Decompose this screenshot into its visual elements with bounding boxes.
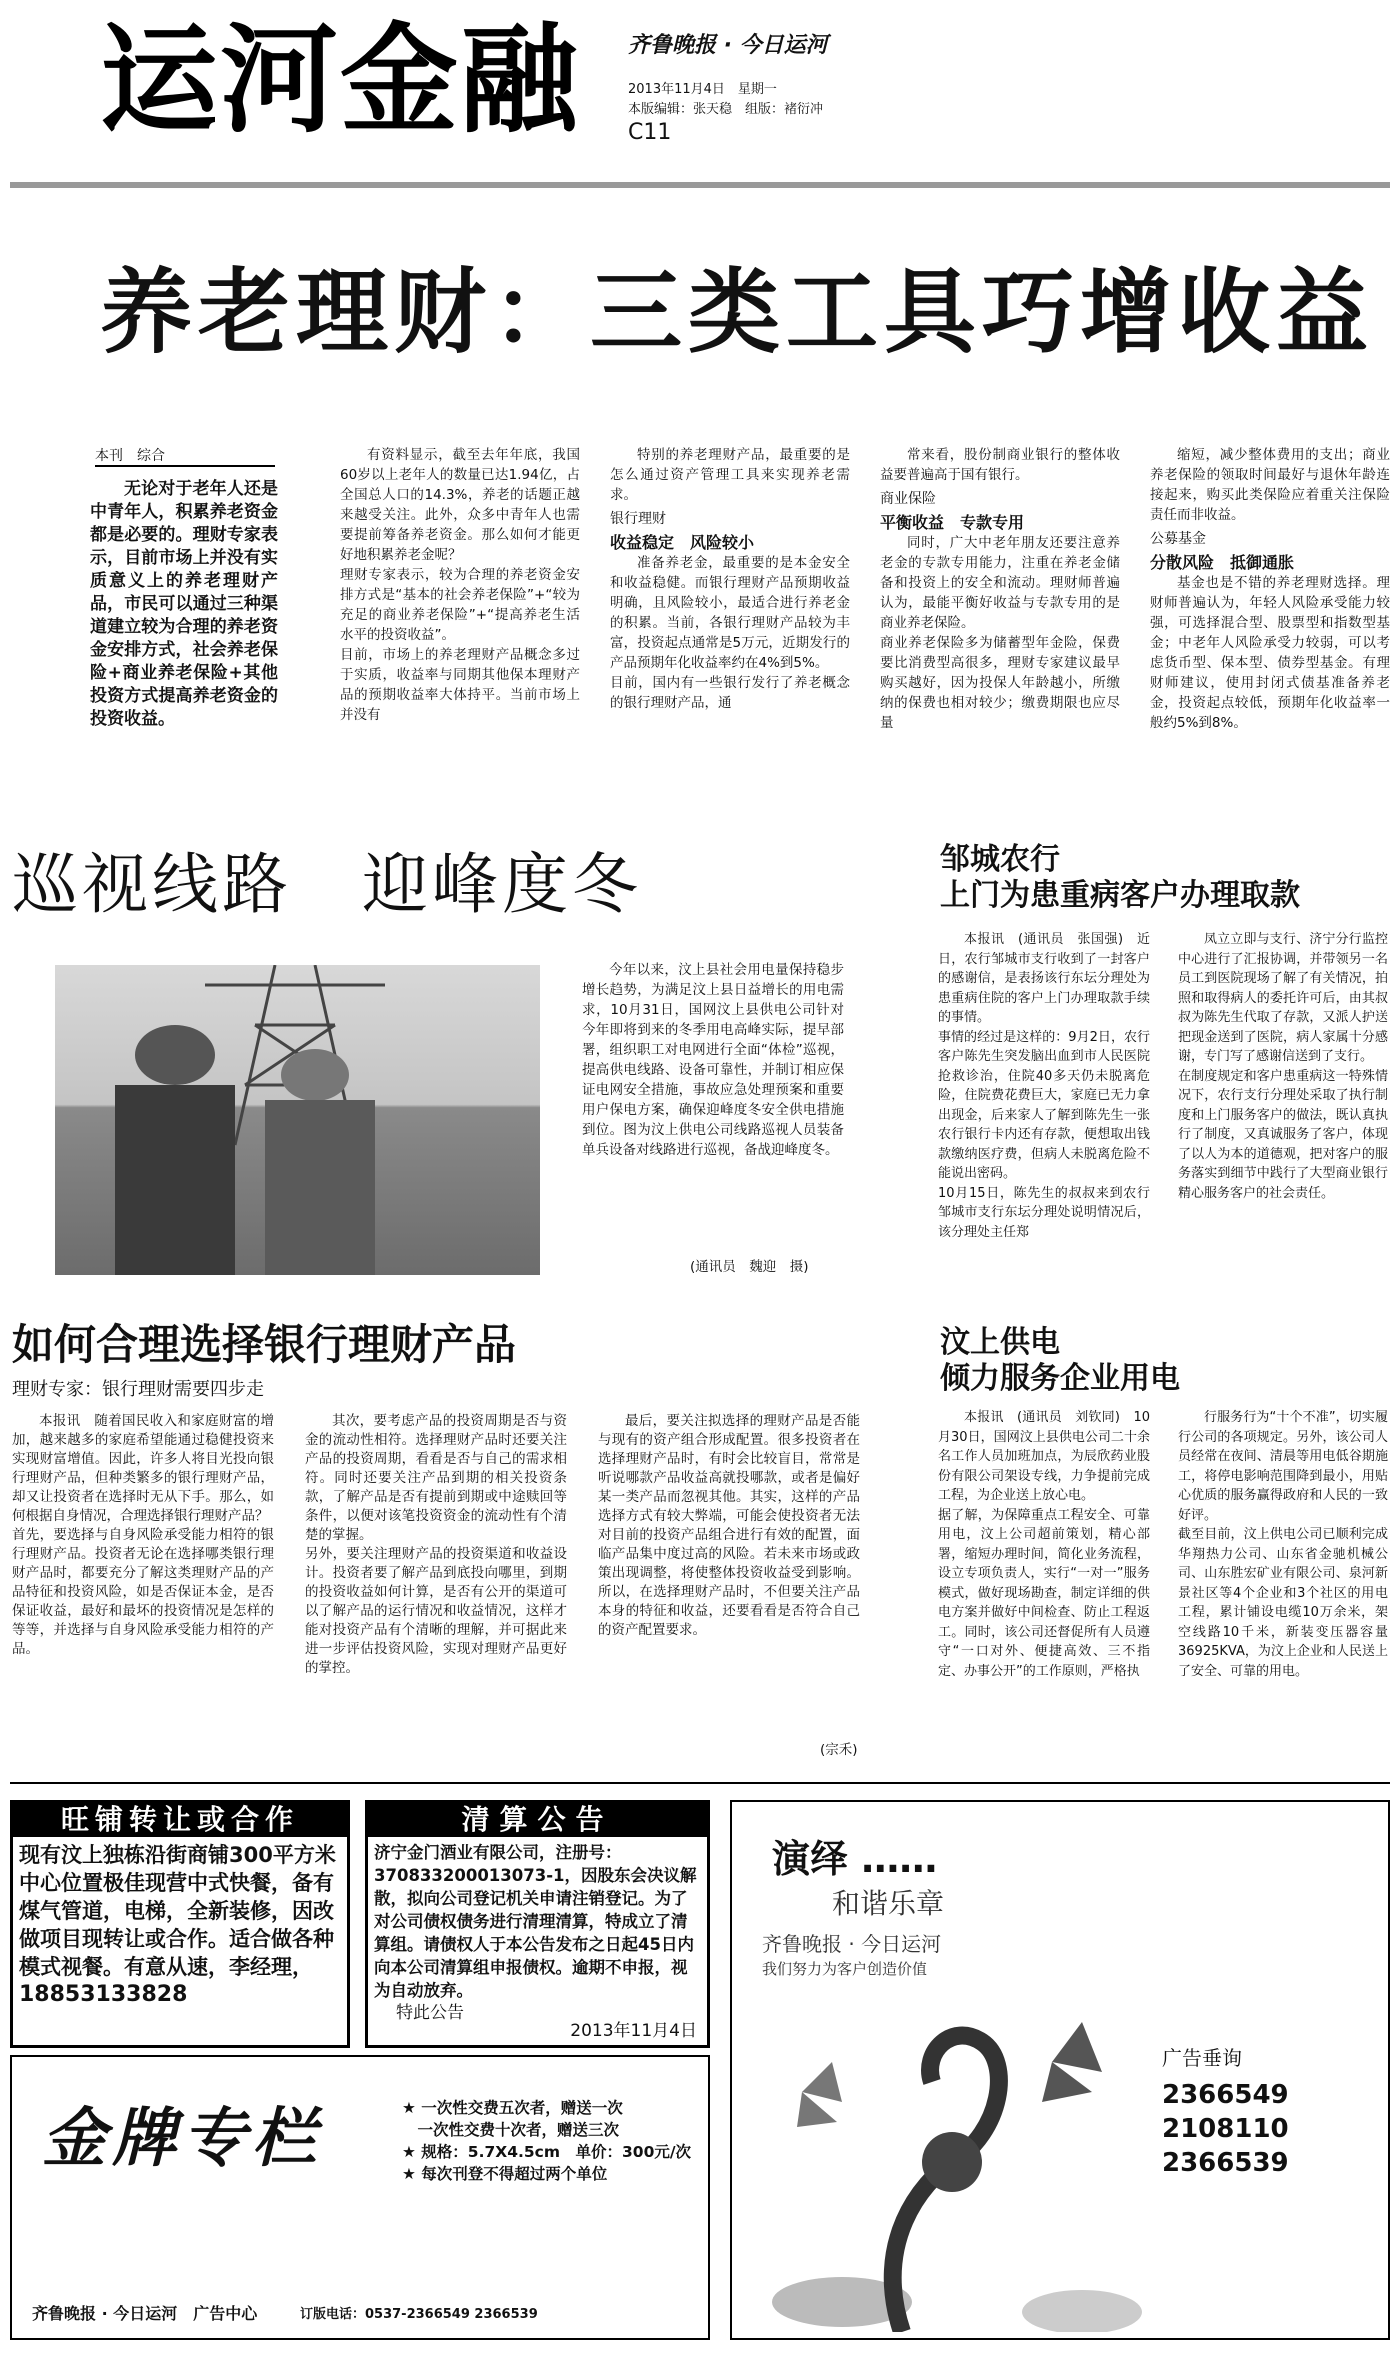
article1-col5b-text: 基金也是不错的养老理财选择。理财师普遍认为，年轻人风险承受能力较强，可选择混合型、股票型和指数型基金；中老年人风险承受力较弱，可以考虑货币型、保本型、债券型基金。有理财师建议，使用封闭式债基准备养老金，投资起点较低，预期年化收益率一般约5%到8%。 (1150, 575, 1390, 731)
masthead-brand: 齐鲁晚报 · 今日运河 (628, 33, 828, 58)
article3-col1 (938, 930, 1150, 1300)
article4-col3-text: 最后，要关注拟选择的理财产品是否能与现有的资产组合形成配置。很多投资者在选择理财产品时，有时会比较盲目，常常是听说哪款产品收益高就投哪款，或者是偏好某一类产品而忽视其他。其实，这样的产品选择方式有较大弊端，可能会使投资者无法对目前的投资产品组合进行有效的配置，面临产品集中度过高的风险。若未来市场或政策出现调整，将使整体投资收益受到影响。所以，在选择理财产品时，不但要关注产品本身的特征和收益，还要看看是否符合自己的资产配置要求。 (598, 1413, 860, 1638)
ad-shop-transfer-phone: 18853133828 (19, 1982, 188, 2007)
article2-body (582, 960, 844, 1250)
article5-col1 (938, 1408, 1150, 1768)
masthead-title: 运河金融 (100, 11, 581, 149)
article4-col3 (598, 1412, 860, 1742)
article1-lead (90, 478, 278, 778)
article1-col5-label: 公募基金 (1150, 531, 1206, 547)
article1-col3a-text: 特别的养老理财产品，最重要的是怎么通过资产管理工具来实现养老需求。 (610, 447, 850, 503)
ad-harmony-phones (1162, 2078, 1289, 2180)
masthead-editors: 本版编辑：张天稳 组版：褚衍冲 (628, 102, 824, 117)
article1-col4a-text: 常来看，股份制商业银行的整体收益要普遍高于国有银行。 (880, 447, 1120, 483)
main-headline: 养老理财：三类工具巧增收益 (100, 259, 1375, 366)
article1-col3-label: 银行理财 (610, 511, 666, 527)
article3-col2-text: 凤立立即与支行、济宁分行监控中心进行了汇报协调，并带领另一名员工到医院现场了解了有关情况，拍照和取得病人的委托许可后，由其叔叔为陈先生代取了存款，又派人护送把现金送到了医院，病人家属十分感谢，专门写了感谢信送到了支行。 在制度规定和客户患重病这一特殊情况下，农行支行分理处采取了执行制度和上门服务客户的做法，既认真执行了制度，又真诚服务了客户，体现了以人为本的道德观，把对客户的服务落实到细节中践行了大型商业银行精心服务客户的社会责任。 (1178, 932, 1388, 1201)
article1-col3-subhead: 收益稳定 风险较小 (610, 533, 755, 552)
gold-column-footer: 齐鲁晚报 · 今日运河 广告中心 (32, 2304, 258, 2323)
article4-subhead: 理财专家：银行理财需要四步走 (12, 1379, 264, 1400)
masthead-date: 2013年11月4日 星期一 (628, 82, 777, 97)
article1-col4-subhead: 平衡收益 专款专用 (880, 513, 1025, 532)
gold-column-term: ★ 规格：5.7X4.5cm 单价：300元/次 (402, 2143, 692, 2161)
masthead (0, 0, 1400, 180)
article5-col2 (1178, 1408, 1388, 1768)
ad-liquidation-sign: 特此公告 (396, 2003, 464, 2023)
article1-lead-text: 无论对于老年人还是中青年人，积累养老资金都是必要的。理财专家表示，目前市场上并没有实质意义上的养老理财产品，市民可以通过三种渠道建立较为合理的养老资金安排方式，社会养老保险+商业养老保险+其他投资方式提高养老资金的投资收益。 (90, 479, 278, 729)
article2-headline: 巡视线路 迎峰度冬 (12, 846, 642, 923)
article1-col5a-text: 缩短，减少整体费用的支出；商业养老保险的领取时间最好与退休年龄连接起来，购买此类保险应着重关注保险责任而非收益。 (1150, 447, 1390, 523)
article2-photo (55, 965, 540, 1275)
article2-credit: (通讯员 魏迎 摄) (690, 1259, 809, 1275)
ad-shop-transfer-body: 现有汶上独栋沿街商铺300平方米中心位置极佳现营中式快餐，备有煤气管道，电梯，全新装修，因改做项目现转让或合作。适合做各种模式视餐。有意从速，李经理， (19, 1843, 336, 1979)
article1-byline: 本刊 综合 (95, 445, 275, 467)
ad-harmony-phone: 2108110 (1162, 2114, 1289, 2144)
gold-column-logo: 金牌专栏 (42, 2101, 322, 2176)
ad-harmony (730, 1800, 1390, 2340)
gold-column-term: 一次性交费十次者，赠送三次 (402, 2121, 620, 2139)
article1-col5-subhead: 分散风险 抵御通胀 (1150, 553, 1295, 572)
ad-harmony-phone: 2366549 (1162, 2080, 1289, 2110)
article3-col1-text: 本报讯 (通讯员 张国强) 近日，农行邹城市支行收到了一封客户的感谢信，是表扬该行东坛分理处为患重病住院的客户上门办理取款手续的事情。 事情的经过是这样的：9月2日，农行客户陈先生突发脑出血到市人民医院抢救诊治，住院40多天仍未脱离危险，住院费花费巨大，家庭已无力拿出现金，后来家人了解到陈先生一张农行银行卡内还有存款，便想取出钱款缴纳医疗费，但病人未脱离危险不能说出密码。 10月15日，陈先生的叔叔来到农行邹城市支行东坛分理处说明情况后，该分理处主任郑 (938, 932, 1150, 1240)
gold-column-term: ★ 每次刊登不得超过两个单位 (402, 2165, 608, 2183)
article1-col4-label: 商业保险 (880, 491, 936, 507)
article4-col2 (305, 1412, 567, 1762)
article4-col1-text: 本报讯 随着国民收入和家庭财富的增加，越来越多的家庭希望能通过稳健投资来实现财富增值。因此，许多人将目光投向银行理财产品，但种类繁多的银行理财产品，却又让投资者在选择时无从下手。那么，如何根据自身情况，合理选择银行理财产品？ 首先，要选择与自身风险承受能力相符的银行理财产品。投资者无论在选择哪类银行理财产品时，都要充分了解这类理财产品的产品特征和投资风险，如是否保证本金，是否保证收益，最好和最坏的投资情况是怎样的等等，并选择与自身风险承受能力相符的产品。 (12, 1413, 274, 1657)
article5-headline: 汶上供电 倾力服务企业用电 (940, 1325, 1180, 1396)
article1-col4b-text: 同时，广大中老年朋友还要注意养老金的专款专用能力，注重在养老金储备和投资上的安全和流动。理财师普遍认为，最能平衡好收益与专款专用的是商业养老保险。 商业养老保险多为储蓄型年金险，保费要比消费型高很多，理财专家建议最早购买越好，因为投保人年龄越小，所缴纳的保费也相对较少；缴费期限也应尽量 (880, 535, 1120, 731)
ad-liquidation-body: 济宁金门酒业有限公司，注册号：370833200013073-1，因股东会决议解散，拟向公司登记机关申请注销登记。为了对公司债权债务进行清理清算，特成立了清算组。请债权人于本公告发布之日起45日内向本公司清算组申报债权。逾期不申报，视为自动放弃。 (374, 1843, 697, 2000)
ad-shop-transfer-title: 旺铺转让或合作 (13, 1803, 347, 1837)
article5-col2-text: 行服务行为“十个不准”，切实履行公司的各项规定。另外，该公司人员经常在夜间、清晨等用电低谷期施工，将停电影响范围降到最小，用贴心优质的服务赢得政府和人民的一致好评。 截至目前，汶上供电公司已顺利完成华翔热力公司、山东省金驰机械公司、山东胜宏矿业有限公司、泉河新景社区等4个企业和3个社区的用电工程，累计铺设电缆10万余米，架空线路10千米，新装变压器容量36925KVA，为汶上企业和人民送上了安全、可靠的用电。 (1178, 1410, 1388, 1679)
article1-col2 (340, 445, 580, 775)
article1-col4 (880, 445, 1120, 775)
article4-headline: 如何合理选择银行理财产品 (12, 1320, 517, 1369)
ad-harmony-hotline-label: 广告垂询 (1162, 2046, 1242, 2070)
ad-harmony-brand: 齐鲁晚报 · 今日运河 (762, 1932, 942, 1956)
ad-gold-column (10, 2055, 710, 2340)
article5-col1-text: 本报讯 (通讯员 刘钦同) 10月30日，国网汶上县供电公司二十余名工作人员加班加点，为辰欣药业股份有限公司架设专线，力争提前完成工程，为企业送上放心电。 据了解，为保障重点工程安全、可靠用电，汶上公司超前策划，精心部署，缩短办理时间，简化业务流程，设立专项负责人，实行“一对一”服务模式，做好现场勘查，制定详细的供电方案并做好中间检查、防止工程返工。同时，该公司还督促所有人员遵守“一口对外、便捷高效、三不指定、办事公开”的工作原则，严格执 (938, 1410, 1150, 1679)
article1-col3 (610, 445, 850, 775)
page-number: C11 (628, 120, 672, 145)
ads-divider-rule (10, 1782, 1390, 1784)
masthead-rule (10, 182, 1390, 188)
ad-liquidation-notice (365, 1800, 710, 2048)
article3-headline: 邹城农行 上门为患重病客户办理取款 (940, 842, 1300, 913)
violin-butterfly-illustration (752, 2002, 1152, 2332)
ad-harmony-phone: 2366539 (1162, 2148, 1289, 2178)
ad-liquidation-date: 2013年11月4日 (570, 2021, 697, 2041)
article1-col3b-text: 准备养老金，最重要的是本金安全和收益稳健。而银行理财产品预期收益明确，且风险较小，最适合进行养老金的积累。当前，各银行理财产品较为丰富，投资起点通常是5万元，近期发行的产品预期年化收益率约在4%到5%。 目前，国内有一些银行发行了养老概念的银行理财产品，通 (610, 555, 850, 711)
article2-body-text: 今年以来，汶上县社会用电量保持稳步增长趋势，为满足汶上县日益增长的用电需求，10月31日，国网汶上县供电公司针对今年即将到来的冬季用电高峰实际，提早部署，组织职工对电网进行全面“体检”巡视，提高供电线路、设备可靠性，并制订相应保证电网安全措施，事故应急处理预案和重要用户保电方案，确保迎峰度冬安全供电措施到位。图为汶上供电公司线路巡视人员装备单兵设备对线路进行巡视，备战迎峰度冬。 (582, 962, 844, 1158)
power-tower-illustration (55, 965, 540, 1275)
article1-col2-text: 有资料显示，截至去年年底，我国60岁以上老年人的数量已达1.94亿，占全国总人口的14.3%，养老的话题正越来越受关注。此外，众多中青年人也需要提前筹备养老资金。那么如何才能更好地积累养老金呢？ 理财专家表示，较为合理的养老资金安排方式是“基本的社会养老保险”+“较为充足的商业养老保险”+“提高养老生活水平的投资收益”。 目前，市场上的养老理财产品概念多过于实质，收益率与同期其他保本理财产品的预期收益率大体持平。当前市场上并没有 (340, 447, 580, 723)
article3-col2 (1178, 930, 1388, 1300)
gold-column-terms (402, 2097, 691, 2185)
ad-liquidation-title: 清算公告 (368, 1803, 707, 1837)
ad-harmony-subtitle: 和谐乐章 (832, 1887, 945, 1920)
article4-credit: (宗禾) (820, 1742, 858, 1758)
ad-harmony-title: 演绎 …… (772, 1837, 938, 1881)
article4-col2-text: 其次，要考虑产品的投资周期是否与资金的流动性相符。选择理财产品时还要关注产品的投资周期，看看是否与自己的需求相符。同时还要关注产品到期的相关投资条款，了解产品是否有提前到期或中途赎回等条件，以便对该笔投资资金的流动性有个清楚的掌握。 另外，要关注理财产品的投资渠道和收益设计。投资者要了解产品到底投向哪里，到期的投资收益如何计算，是否有公开的渠道可以了解产品的运行情况和收益情况，这样才能对投资产品有个清晰的理解，并可据此来进一步评估投资风险，实现对理财产品更好的掌控。 (305, 1413, 567, 1676)
gold-column-phone: 订版电话：0537-2366549 2366539 (300, 2307, 538, 2322)
ad-harmony-slogan: 我们努力为客户创造价值 (762, 1960, 928, 1978)
ad-shop-transfer (10, 1800, 350, 2048)
article4-col1 (12, 1412, 274, 1762)
article1-col5 (1150, 445, 1390, 775)
gold-column-term: ★ 一次性交费五次者，赠送一次 (402, 2099, 623, 2117)
